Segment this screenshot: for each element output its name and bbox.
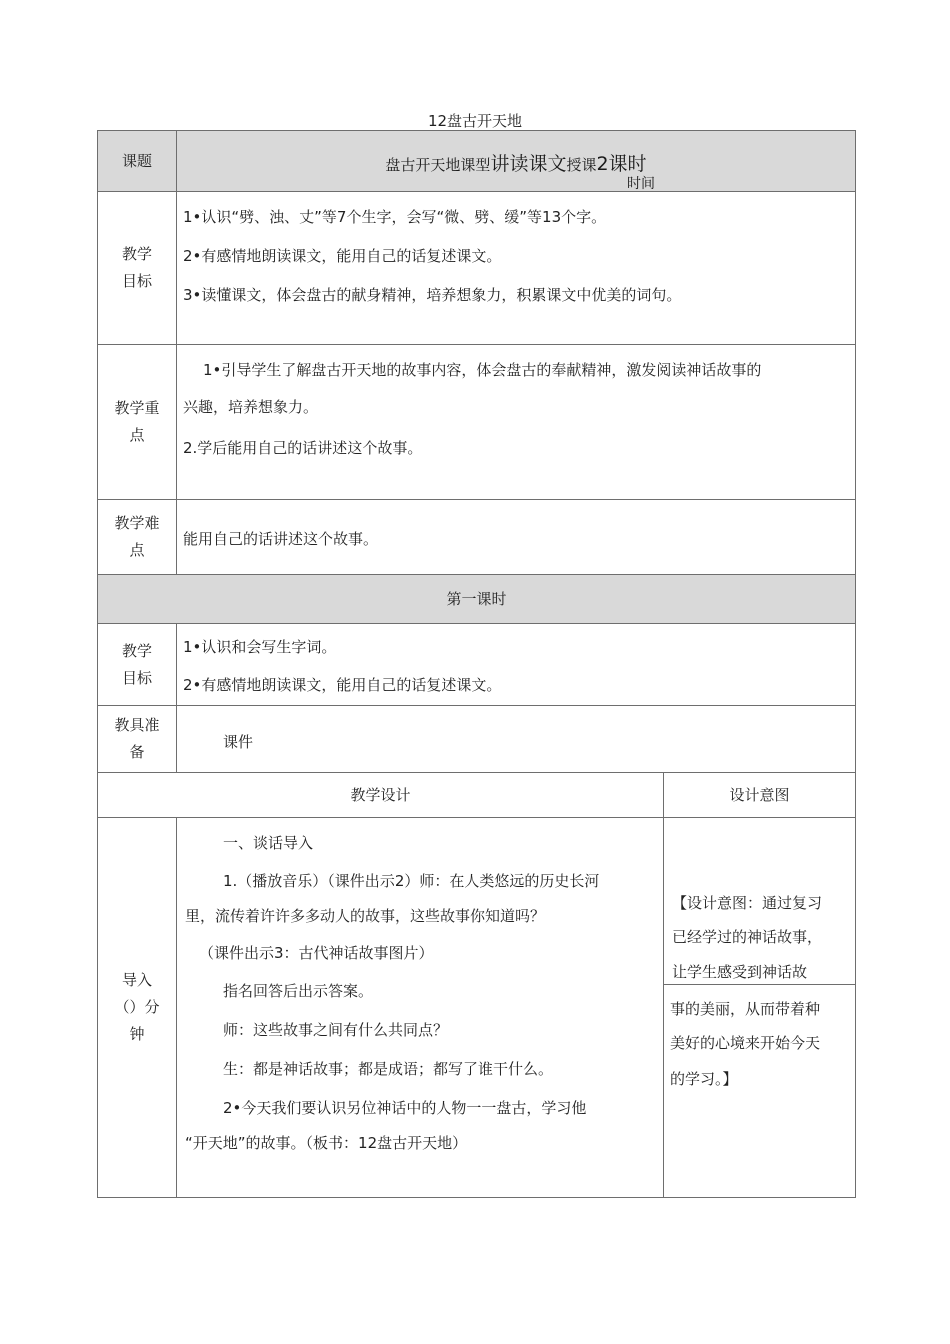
lesson-goal-item: 1•认识和会写生字词。 (183, 638, 337, 656)
row-lesson-goals (97, 623, 856, 706)
goals-label: 教学 目标 (97, 191, 177, 345)
row-goals (97, 191, 856, 345)
topic-time-label: 时间 (627, 176, 655, 192)
tools-label: 教具准 备 (97, 705, 177, 773)
design-header: 教学设计 (97, 772, 664, 818)
document-title: 12盘古开天地 (427, 112, 523, 130)
key-points-content (176, 344, 856, 500)
intent-line: 让学生感受到神话故 (672, 963, 808, 981)
lesson-goals-content (176, 623, 856, 706)
goals-content (176, 191, 856, 345)
key-point-line: 1•引导学生了解盘古开天地的故事内容，体会盘古的奉献精神，激发阅读神话故事的 (203, 361, 762, 379)
row-tools (97, 705, 856, 773)
lesson-goals-label: 教学 目标 (97, 623, 177, 706)
goal-item: 1•认识“劈、浊、丈”等7个生字，会写“微、劈、缓”等13个字。 (183, 208, 607, 226)
goal-item: 3•读懂课文，体会盘古的献身精神，培养想象力，积累课文中优美的词句。 (183, 286, 682, 304)
row-topic (97, 130, 856, 192)
intro-line: 生：都是神话故事；都是成语；都写了谁干什么。 (223, 1060, 554, 1078)
intent-line: 美好的心境来开始今天 (670, 1034, 821, 1052)
row-design-header (97, 772, 856, 818)
lesson-heading: 第一课时 (97, 574, 856, 624)
intro-line: 指名回答后出示答案。 (223, 982, 374, 1000)
intro-line: “开天地”的故事。（板书：12盘古开天地） (185, 1134, 468, 1152)
intent-line: 已经学过的神话故事， (672, 928, 823, 946)
intent-header: 设计意图 (663, 772, 856, 818)
intro-line: （课件出示3：古代神话故事图片） (199, 944, 434, 962)
intro-line: 里，流传着许许多多动人的故事，这些故事你知道吗？ (185, 907, 546, 925)
difficulty-text: 能用自己的话讲述这个故事。 (183, 530, 379, 548)
topic-content (176, 130, 856, 192)
topic-type: 讲读课文 (490, 153, 567, 175)
intro-line: 2•今天我们要认识另位神话中的人物一一盘古，学习他 (223, 1099, 587, 1117)
key-point-line: 兴趣，培养想象力。 (183, 398, 319, 416)
intro-line: 师：这些故事之间有什么共同点？ (223, 1021, 449, 1039)
row-intro (97, 817, 856, 1198)
topic-hours: 2课时 (596, 153, 647, 175)
difficulty-content (176, 499, 856, 575)
topic-title: 盘古开天地课型 (385, 156, 491, 174)
row-difficulty (97, 499, 856, 575)
topic-teach: 授课 (566, 156, 597, 174)
intro-label: 导入 （）分 钟 (97, 817, 177, 1198)
tools-text: 课件 (223, 733, 254, 751)
key-points-label: 教学重 点 (97, 344, 177, 500)
intent-line: 【设计意图：通过复习 (672, 894, 823, 912)
intent-divider (664, 984, 855, 985)
row-key-points (97, 344, 856, 500)
key-point-line: 2.学后能用自己的话讲述这个故事。 (183, 439, 423, 457)
difficulty-label: 教学难 点 (97, 499, 177, 575)
intent-line: 的学习。】 (670, 1070, 738, 1088)
lesson-goal-item: 2•有感情地朗读课文，能用自己的话复述课文。 (183, 676, 502, 694)
intro-line: 一、谈话导入 (223, 834, 314, 852)
intent-content (663, 817, 856, 1198)
intro-line: 1.（播放音乐）（课件出示2）师：在人类悠远的历史长河 (223, 872, 600, 890)
topic-label: 课题 (97, 130, 177, 192)
intro-content (176, 817, 664, 1198)
intent-line: 事的美丽，从而带着种 (670, 1000, 821, 1018)
row-lesson-heading (97, 574, 856, 624)
tools-content (176, 705, 856, 773)
goal-item: 2•有感情地朗读课文，能用自己的话复述课文。 (183, 247, 502, 265)
